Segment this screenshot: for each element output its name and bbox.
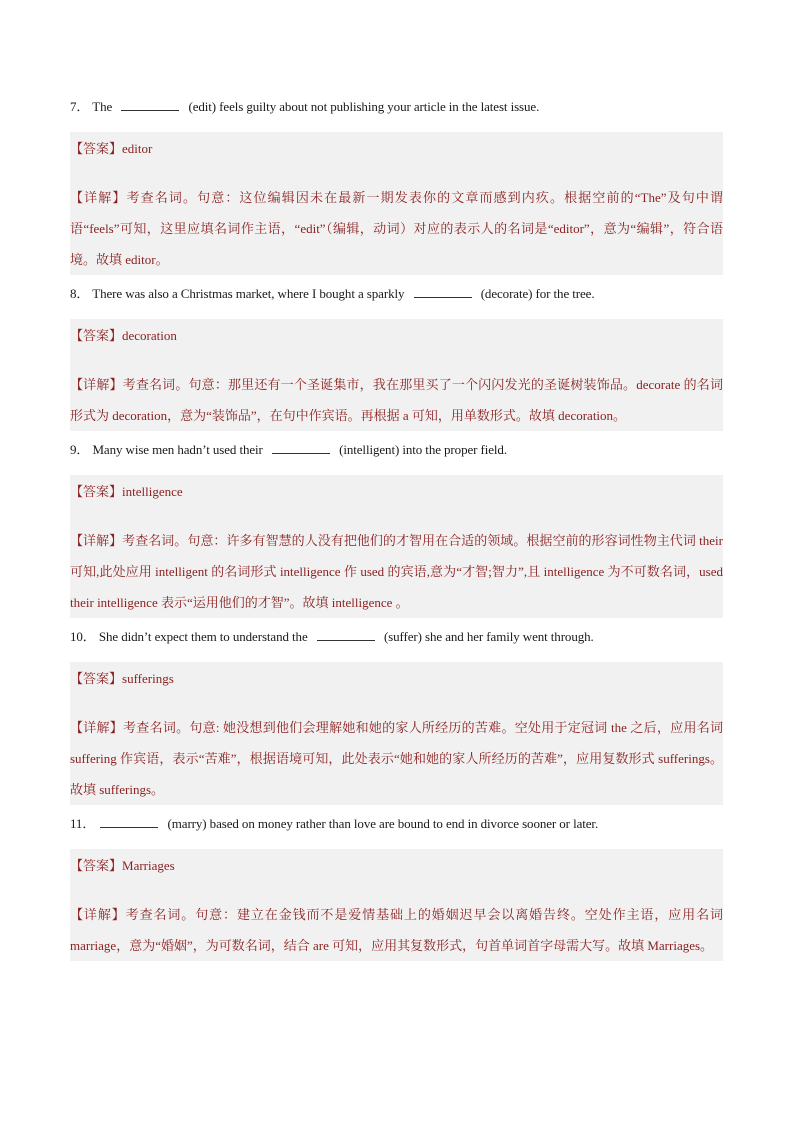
question-stem-after: (marry) based on money rather than love are bound to end in divorce sooner or later. bbox=[167, 816, 599, 831]
detail-paragraph bbox=[70, 361, 723, 431]
question-number: 10． bbox=[70, 629, 96, 644]
answer-value: Marriages bbox=[122, 858, 175, 873]
question-block bbox=[70, 283, 723, 431]
detail-label: 【详解】 bbox=[70, 533, 123, 548]
answer-blank bbox=[317, 628, 375, 641]
question-number: 9． bbox=[70, 442, 90, 457]
detail-label: 【详解】 bbox=[70, 907, 126, 922]
question-number: 7． bbox=[70, 99, 90, 114]
answer-blank bbox=[100, 815, 158, 828]
question-stem-before: She didn’t expect them to understand the bbox=[98, 629, 308, 644]
answer-label: 【答案】 bbox=[70, 671, 123, 686]
answer-blank bbox=[414, 285, 472, 298]
answer-value: sufferings bbox=[122, 671, 174, 686]
question-stem-before: The bbox=[92, 99, 113, 114]
detail-text: 考查名词。句意：那里还有一个圣诞集市，我在那里买了一个闪闪发光的圣诞树装饰品。decorate 的名词形式为 decoration，意为“装饰品”，在句中作宾语。再根据 a 可知，用单数形式。故填 decoration。 bbox=[70, 377, 723, 423]
answer-blank bbox=[272, 441, 330, 454]
question-block bbox=[70, 96, 723, 275]
question-text bbox=[70, 96, 723, 118]
detail-text: 考查名词。句意: 她没想到他们会理解她和她的家人所经历的苦难。空处用于定冠词 the 之后，应用名词 suffering 作宾语，表示“苦难”，根据语境可知，此处表示“她和她的家人所经历的苦难”，应用复数形式 sufferings。故填 sufferings。 bbox=[70, 720, 723, 797]
answer-box bbox=[70, 849, 723, 961]
question-text bbox=[70, 813, 723, 835]
answer-line bbox=[70, 662, 723, 696]
answer-line bbox=[70, 132, 723, 166]
answer-box bbox=[70, 662, 723, 805]
detail-text: 考查名词。句意：许多有智慧的人没有把他们的才智用在合适的领域。根据空前的形容词性物主代词 their 可知,此处应用 intelligent 的名词形式 intelligence 作 used 的宾语,意为“才智;智力”,且 intelligence 为不可数名词，used their intelligence 表示“运用他们的才智”。故填 intelligence 。 bbox=[70, 533, 723, 610]
answer-value: editor bbox=[122, 141, 153, 156]
question-stem-after: (suffer) she and her family went through. bbox=[383, 629, 594, 644]
answer-box bbox=[70, 319, 723, 431]
detail-label: 【详解】 bbox=[70, 190, 127, 205]
question-stem-after: (decorate) for the tree. bbox=[480, 286, 595, 301]
question-block bbox=[70, 626, 723, 805]
detail-paragraph bbox=[70, 704, 723, 805]
question-stem-before: There was also a Christmas market, where I bought a sparkly bbox=[92, 286, 405, 301]
detail-text: 考查名词。句意：这位编辑因未在最新一期发表你的文章而感到内疚。根据空前的“The”及句中谓语“feels”可知，这里应填名词作主语，“edit”（编辑，动词）对应的表示人的名词是“editor”，意为“编辑”，符合语境。故填 editor。 bbox=[70, 190, 723, 267]
question-number: 8． bbox=[70, 286, 90, 301]
answer-box bbox=[70, 475, 723, 618]
detail-text: 考查名词。句意：建立在金钱而不是爱情基础上的婚姻迟早会以离婚告终。空处作主语，应用名词 marriage，意为“婚姻”，为可数名词，结合 are 可知，应用其复数形式，句首单词首字母需大写。故填 Marriages。 bbox=[70, 907, 723, 953]
question-stem-after: (edit) feels guilty about not publishing your article in the latest issue. bbox=[188, 99, 540, 114]
answer-line bbox=[70, 319, 723, 353]
question-text bbox=[70, 439, 723, 461]
question-block bbox=[70, 813, 723, 961]
answer-line bbox=[70, 475, 723, 509]
answer-label: 【答案】 bbox=[70, 328, 123, 343]
document-page bbox=[70, 96, 723, 969]
answer-label: 【答案】 bbox=[70, 858, 123, 873]
detail-paragraph bbox=[70, 174, 723, 275]
question-number: 11． bbox=[70, 816, 96, 831]
answer-label: 【答案】 bbox=[70, 484, 123, 499]
answer-line bbox=[70, 849, 723, 883]
answer-blank bbox=[121, 98, 179, 111]
question-stem-after: (intelligent) into the proper field. bbox=[339, 442, 507, 457]
question-block bbox=[70, 439, 723, 618]
answer-box bbox=[70, 132, 723, 275]
detail-paragraph bbox=[70, 891, 723, 961]
answer-label: 【答案】 bbox=[70, 141, 123, 156]
detail-paragraph bbox=[70, 517, 723, 618]
question-text bbox=[70, 626, 723, 648]
detail-label: 【详解】 bbox=[70, 377, 123, 392]
question-text bbox=[70, 283, 723, 305]
detail-label: 【详解】 bbox=[70, 720, 124, 735]
answer-value: intelligence bbox=[122, 484, 183, 499]
question-stem-before: Many wise men hadn’t used their bbox=[92, 442, 263, 457]
answer-value: decoration bbox=[122, 328, 177, 343]
